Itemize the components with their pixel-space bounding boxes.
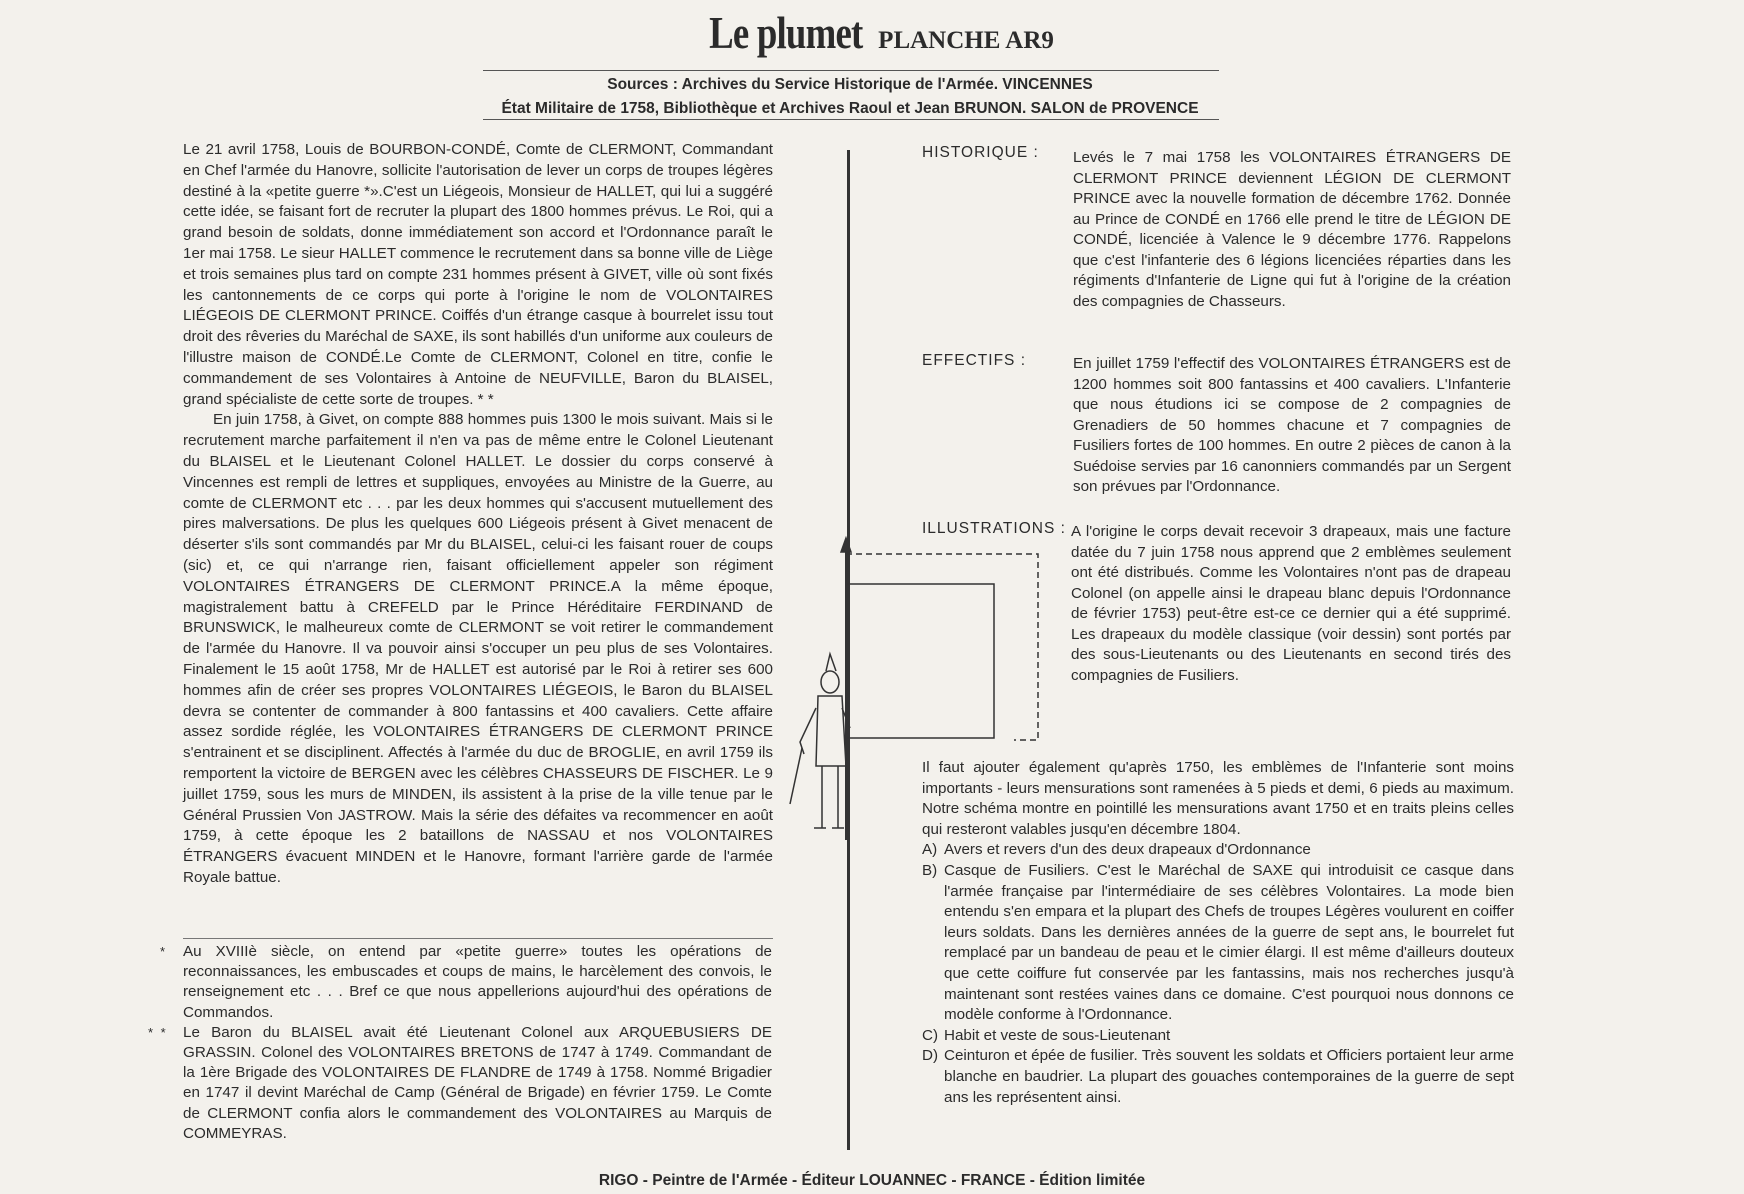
notes-on-plate (922, 758, 1514, 1108)
plate-number: PLANCHE AR9 (878, 27, 1054, 54)
effectifs-text: En juillet 1759 l'effectif des VOLONTAIRES ÉTRANGERS est de 1200 hommes soit 800 fantassins et 400 cavaliers. L'Infanterie que nous étudions ici se compose de 2 compagnies de Grenadiers de 50 hommes chacune et 7 compagnies de Fusiliers fortes de 100 hommes. En outre 2 pièces de canon à la Suédoise servies par 16 canonniers commandés par un Sergent son prévues par l'Ordonnance. (1073, 355, 1511, 495)
item-letter: A) (922, 841, 938, 859)
dimensions-paragraph: Il faut ajouter également qu'après 1750, les emblèmes de l'Infanterie sont moins importants - leurs mensurations sont ramenées à 5 pieds et demi, 6 pieds au maximum. Notre schéma montre en pointillé les mensurations avant 1750 et en traits pleins celles qui resteront valables jusqu'en décembre 1804. (922, 759, 1514, 838)
history-paragraph-2: En juin 1758, à Givet, on compte 888 hommes puis 1300 le mois suivant. Mais si le recrutement marche parfaitement il n'en va pas de même entre le Colonel Lieutenant du BLAISEL et le Lieutenant Colonel HALLET. Le dossier du corps conservé à Vincennes est rempli de lettres et suppliques, envoyées au Ministre de la Guerre, au comte de CLERMONT etc . . . par les deux hommes qui s'accusent mutuellement des pires malversations. De plus les quelques 600 Liégeois présent à Givet menacent de déserter s'ils sont commandés par Mr du BLAISEL, celui-ci les faisant rouer de coups (sic) et, ce qui n'arrange rien, faisant officiellement appeler son régiment VOLONTAIRES ÉTRANGERS DE CLERMONT PRINCE.A la même époque, magistralement battu à CREFELD par le Prince Héréditaire FERDINAND de BRUNSWICK, le malheureux comte de CLERMONT se voit retirer le commandement de l'armée du Hanovre. Il va pouvoir ainsi s'occuper un peu plus de ses Volontaires. Finalement le 15 août 1758, Mr de HALLET est autorisé par le Roi à retirer ses 600 hommes afin de créer ses propres VOLONTAIRES LIÉGEOIS, le Baron du BLAISEL devra se contenter de commander à 800 fantassins et 400 cavaliers. Cette affaire assez sordide réglée, les VOLONTAIRES ÉTRANGERS DE CLERMONT PRINCE s'entrainent et se disciplinent. Affectés à l'armée du duc de BROGLIE, en avril 1759 ils remportent la victoire de BERGEN avec les célèbres CHASSEURS DE FISCHER. Le 9 juillet 1759, sous les murs de MINDEN, ils assistent à la prise de la ville tenue par le Général Prussien Von JASTROW. Mais la série des défaites va recommencer en août 1759, à cette époque les 2 bataillons de NASSAU et nos VOLONTAIRES ÉTRANGERS évacuent MINDEN et le Hanovre, formant l'arrière garde de l'armée Royale battue. (183, 411, 773, 886)
item-text: Avers et revers d'un des deux drapeaux d'Ordonnance (944, 841, 1311, 859)
item-b (922, 861, 1514, 1026)
historique-text: Levés le 7 mai 1758 les VOLONTAIRES ÉTRANGERS DE CLERMONT PRINCE deviennent LÉGION DE CLERMONT PRINCE avec la nouvelle formation de décembre 1762. Donnée au Prince de CONDÉ en 1766 elle prend le titre de LÉGION DE CONDÉ, licenciée à Valence le 9 décembre 1776. Rappelons que c'est l'infanterie des 6 légions licenciées réparties dans les régiments d'Infanterie de Ligne qui fut à l'origine de la création des compagnies de Chasseurs. (1073, 149, 1511, 310)
item-c (922, 1026, 1514, 1047)
page-title (0, 6, 1744, 59)
historique-label: HISTORIQUE : (922, 144, 1039, 161)
item-text: Habit et veste de sous-Lieutenant (944, 1026, 1171, 1044)
item-letter: B) (922, 861, 938, 879)
brand-title: Le plumet (709, 7, 863, 58)
item-text: Casque de Fusiliers. C'est le Maréchal de SAXE qui introduisit ce casque dans l'armée française par l'intermédiaire de ses célèbres Volontaires. La mode bien entendu s'en empara et la plupart des Chefs de troupes Légères voulurent en coiffer leurs soldats. Dans les dernières années de la guerre de sept ans, le bourrelet fut remplacé par un bandeau de peau et le cimier élargi. Il est même d'ailleurs douteux que cette coiffure fut conservée par les fantassins, mais nos recherches jusqu'à maintenant sont restées vaines dans ce domaine. C'est pourquoi nous donnons ce modèle conforme à l'Ordonnance. (944, 861, 1514, 1024)
sources-block (470, 73, 1230, 121)
title-rule (483, 70, 1219, 71)
footnote-text: Le Baron du BLAISEL avait été Lieutenant Colonel aux ARQUEBUSIERS DE GRASSIN. Colonel des VOLONTAIRES BRETONS de 1747 à 1749. Commandant de la 1ère Brigade des VOLONTAIRES DE FLANDRE de 1749 à 1758. Nommé Brigadier en 1747 il devint Maréchal de Camp (Général de Brigade) en février 1759. Le Comte de CLERMONT confia alors le commandement des VOLONTAIRES au Marquis de COMMEYRAS. (183, 1023, 772, 1142)
item-letter: D) (922, 1047, 939, 1065)
item-text: Ceinturon et épée de fusilier. Très souvent les soldats et Officiers portaient leur arme blanche en baudrier. La plupart des gouaches contemporaines de la guerre de sept ans les représentent ainsi. (944, 1047, 1514, 1106)
sources-rule (483, 119, 1219, 120)
illustrations-text: A l'origine le corps devait recevoir 3 drapeaux, mais une facture datée du 7 juin 1758 nous apprend que 2 emblèmes seulement ont été distribués. Comme les Volontaires n'ont pas de drapeau Colonel (on appelle ainsi le drapeau blanc depuis l'Ordonnance de février 1753) peut-être est-ce ce dernier qui a été supprimé. Les drapeaux du modèle classique (voir dessin) sont portés par des sous-Lieutenants ou des Lieutenants en second tirés des compagnies de Fusiliers. (1071, 523, 1511, 684)
footnote-marker: * (160, 944, 168, 959)
sources-line-2: État Militaire de 1758, Bibliothèque et Archives Raoul et Jean BRUNON. SALON de PROVENCE (501, 100, 1199, 117)
footnote-marker: * * (148, 1024, 168, 1040)
footnote-2 (148, 1023, 772, 1144)
item-letter: C) (922, 1026, 939, 1044)
publisher-footer: RIGO - Peintre de l'Armée - Éditeur LOUANNEC - FRANCE - Édition limitée (598, 1172, 1146, 1189)
history-paragraph-1: Le 21 avril 1758, Louis de BOURBON-CONDÉ, Comte de CLERMONT, Commandant en Chef l'armée du Hanovre, sollicite l'autorisation de lever un corps de troupes légères destiné à la «petite guerre *».C'est un Liégeois, Monsieur de HALLET, qui lui a suggéré cette idée, se faisant fort de recruter la plupart des 1800 hommes prévus. Le Roi, qui a grand besoin de soldats, donne immédiatement son accord et l'Ordonnance paraît le 1er mai 1758. Le sieur HALLET commence le recrutement dans sa bonne ville de Liège et trois semaines plus tard on compte 231 hommes présent à GIVET, ville où sont fixés les cantonnements de ce corps qui porte à l'origine le nom de VOLONTAIRES LIÉGEOIS DE CLERMONT PRINCE. Coiffés d'un étrange casque à bourrelet issu tout droit des rêveries du Maréchal de SAXE, ils sont habillés d'un uniforme aux couleurs de l'illustre maison de CONDÉ.Le Comte de CLERMONT, Colonel en titre, confie le commandement de ses Volontaires à Antoine de NEUFVILLE, Baron du BLAISEL, grand spécialiste de cette sorte de troupes. * * (183, 141, 773, 408)
sources-line-1: Sources : Archives du Service Historique de l'Armée. VINCENNES (607, 76, 1093, 93)
footnotes (148, 942, 772, 1144)
effectifs-label: EFFECTIFS : (922, 352, 1026, 369)
item-a (922, 840, 1514, 861)
item-d (922, 1046, 1514, 1108)
illustrations-label: ILLUSTRATIONS : (922, 520, 1066, 537)
history-column (183, 140, 773, 889)
notes-separator (183, 938, 773, 939)
footnote-1 (160, 942, 772, 1023)
footnote-text: Au XVIIIè siècle, on entend par «petite guerre» toutes les opérations de reconnaissances, les embuscades et coups de mains, le harcèlement des convois, le renseignement etc . . . Bref ce que nous appellerions aujourd'hui des opérations de Commandos. (183, 943, 772, 1021)
